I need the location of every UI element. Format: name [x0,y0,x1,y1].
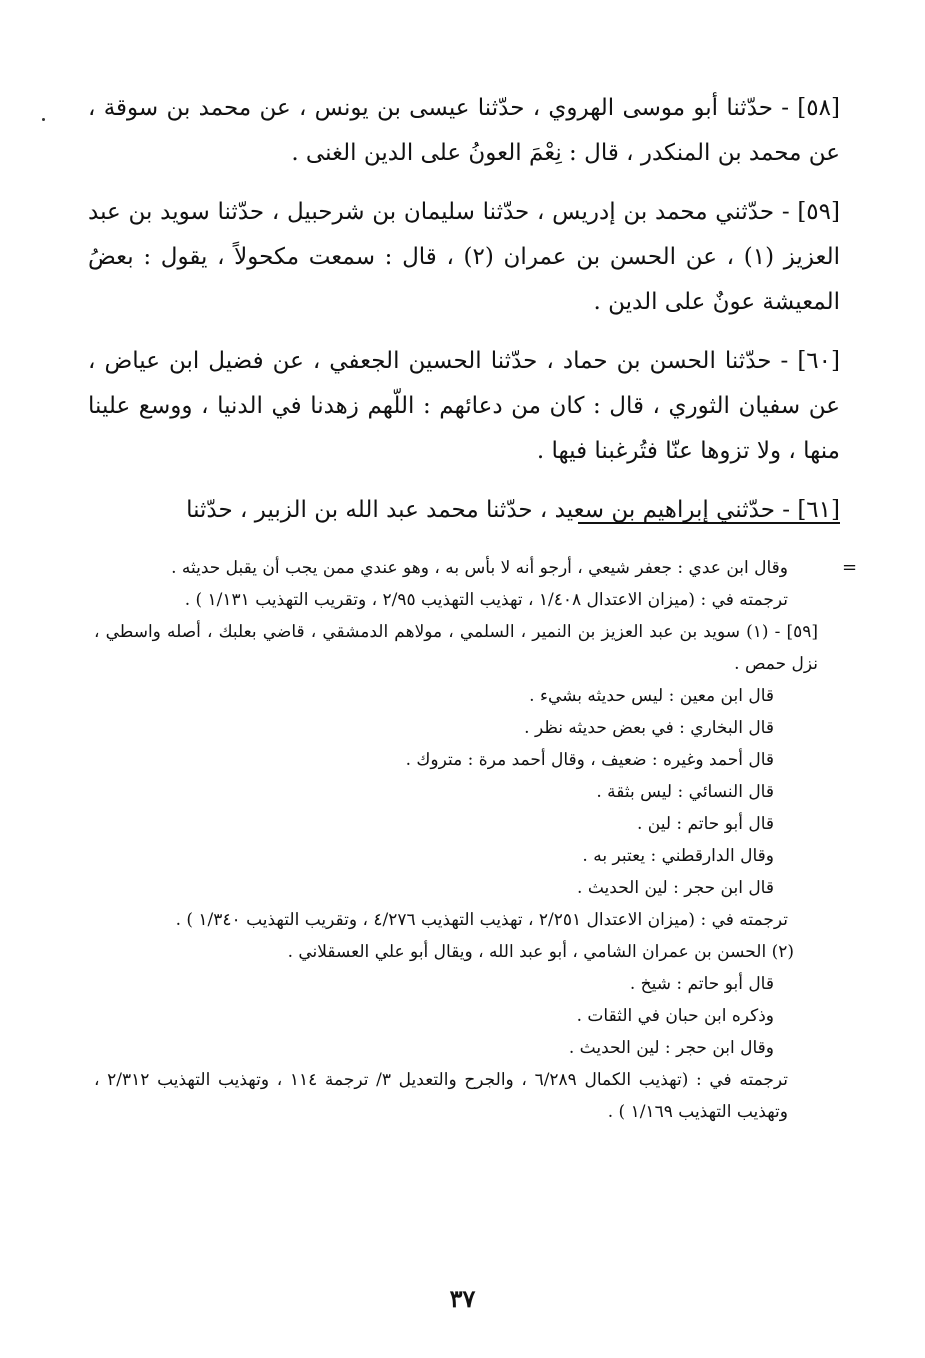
paragraph-59: [٥٩] - حدّثني محمد بن إدريس ، حدّثنا سليمان بن شرحبيل ، حدّثنا سويد بن عبد العزيز (١) ، عن الحسن بن عمران (٢) ، قال : سمعت مكحولاً ، يقول : بعضُ المعيشة عونٌ على الدين . [88,199,841,315]
paragraph-60: [٦٠] - حدّثنا الحسن بن حماد ، حدّثنا الحسين الجعفي ، عن فضيل ابن عياض ، عن سفيان الثوري ، قال : كان من دعائهم : اللّهم زهدنا في الدنيا ، ووسع علينا منها ، ولا تزوها عنّا فتُرغبنا فيها . [88,348,840,464]
footnote-59-1-head: [٥٩] - (١) سويد بن عبد العزيز بن النمير ، السلمي ، مولاهم الدمشقي ، قاضي بعلبك ، أصله واسطي ، نزل حمص . [94,622,818,674]
footnote-separator [578,522,840,524]
paragraph-58: [٥٨] - حدّثنا أبو موسى الهروي ، حدّثنا عيسى بن يونس ، عن محمد بن سوقة ، عن محمد بن المنكدر ، قال : نِعْمَ العونُ على الدين الغنى . [88,95,840,166]
main-text [88,86,840,547]
footnote-line: ترجمته في : (ميزان الاعتدال ١/٤٠٨ ، تهذيب التهذيب ٢/٩٥ ، وتقريب التهذيب ١/١٣١ ) . [184,590,788,610]
continuation-mark: = [842,557,858,578]
footnote-source: ترجمته في : (ميزان الاعتدال ٢/٢٥١ ، تهذيب التهذيب ٤/٢٧٦ ، وتقريب التهذيب ١/٣٤٠ ) . [175,910,788,930]
footnote-line: وذكره ابن حبان في الثقات . [576,1006,774,1026]
paragraph-61: [٦١] - حدّثني إبراهيم بن سعيد ، حدّثنا محمد عبد الله بن الزبير ، حدّثنا [186,497,840,523]
footnote-line: قال ابن حجر : لين الحديث . [577,878,774,898]
footnote-line: قال البخاري : في بعض حديثه نظر . [524,718,774,738]
footnote-line: قال أبو حاتم : لين . [636,814,774,834]
page-number: ٣٧ [449,1284,476,1313]
footnote-line: وقال الدارقطني : يعتبر به . [582,846,774,866]
footnote-line: قال ابن معين : ليس حديثه بشيء . [529,686,774,706]
footnote-line: قال النسائي : ليس بثقة . [596,782,774,802]
footnote-line: وقال ابن حجر : لين الحديث . [568,1038,774,1058]
footnote-59-2-head: (٢) الحسن بن عمران الشامي ، أبو عبد الله ، ويقال أبو علي العسقلاني . [287,942,794,962]
footnote-line: قال أبو حاتم : شيخ . [629,974,774,994]
stray-mark [42,118,45,121]
footnotes [94,552,818,1128]
footnote-line: وقال ابن عدي : جعفر شيعي ، أرجو أنه لا بأس به ، وهو عندي ممن يجب أن يقبل حديثه . [171,558,788,578]
footnote-source: ترجمته في : (تهذيب الكمال ٦/٢٨٩ ، والجرح والتعديل ٣/ ترجمة ١١٤ ، وتهذيب التهذيب ٢/٣١٢ ، وتهذيب التهذيب ١/١٦٩ ) . [94,1070,789,1122]
footnote-line: قال أحمد وغيره : ضعيف ، وقال أحمد مرة : متروك . [405,750,774,770]
